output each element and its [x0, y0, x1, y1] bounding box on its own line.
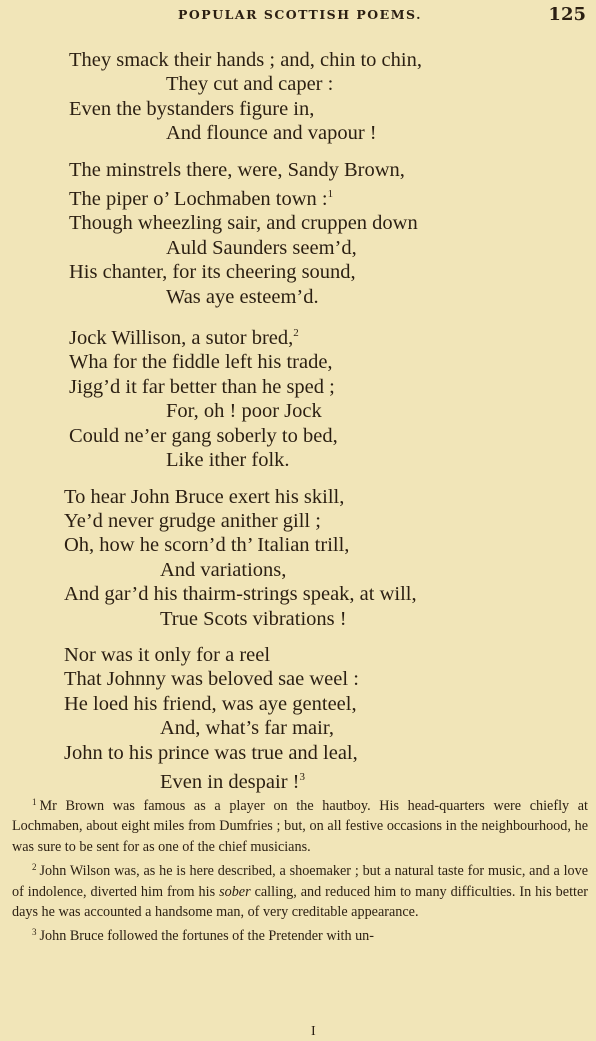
poem-line: Wha for the fiddle left his trade,	[69, 351, 333, 374]
page-number: 125	[548, 4, 586, 25]
poem-line: Oh, how he scorn’d th’ Italian trill,	[64, 534, 350, 557]
running-title: POPULAR SCOTTISH POEMS.	[178, 7, 422, 22]
poem-line: They smack their hands ; and, chin to chin,	[69, 49, 422, 71]
footnote-ref: 1	[327, 188, 334, 201]
poem	[0, 48, 596, 806]
footnote-mark: 3	[32, 927, 37, 938]
poem-line-text: The piper o’ Lochmaben town :	[69, 188, 328, 211]
stanza-3	[0, 321, 596, 472]
stanza-2	[0, 158, 596, 309]
poem-line	[0, 182, 596, 211]
poem-line: His chanter, for its cheering sound,	[69, 261, 356, 284]
poem-line-text: Even in despair !	[160, 770, 300, 793]
signature-mark: I	[311, 1024, 316, 1039]
poem-line: Could ne’er gang soberly to bed,	[69, 424, 338, 447]
footnote-mark: 1	[32, 797, 37, 807]
poem-line: Even the bystanders figure in,	[69, 97, 315, 120]
poem-line: True Scots vibrations !	[160, 607, 347, 630]
poem-line: For, oh ! poor Jock	[166, 400, 322, 423]
footnote-ref: 2	[293, 327, 299, 340]
footnote-ref: 3	[299, 770, 305, 783]
footnote-emphasis: sober	[219, 883, 251, 900]
poem-line: That Johnny was beloved sae weel :	[64, 668, 359, 691]
poem-line	[0, 321, 596, 350]
poem-line-text: Jock Willison, a sutor bred,	[69, 327, 294, 350]
footnote-text: Mr Brown was famous as a player on the hautboy. His head-quarters were chiefly at Lochmaben, about eight miles from Dumfries ; but, on all festive occasions in the neighbourhood, he was sure to be sent for as one of the chief musicians.	[12, 798, 588, 855]
poem-line: He loed his friend, was aye genteel,	[64, 692, 357, 715]
poem-line: To hear John Bruce exert his skill,	[64, 485, 345, 508]
poem-line: They cut and caper :	[166, 73, 334, 96]
page-header	[0, 4, 596, 26]
poem-line: And, what’s far mair,	[160, 717, 334, 740]
poem-line: And variations,	[160, 558, 287, 581]
footnote-1	[12, 792, 588, 857]
footnote-mark: 2	[32, 862, 37, 873]
poem-line: Though wheezling sair, and cruppen down	[69, 212, 418, 235]
poem-line: Ye’d never grudge anither gill ;	[64, 509, 321, 532]
poem-line: Auld Saunders seem’d,	[166, 236, 357, 259]
poem-line: Jigg’d it far better than he sped ;	[69, 375, 335, 398]
footnotes	[12, 792, 588, 947]
poem-line: Like ither folk.	[166, 449, 290, 472]
poem-line: Nor was it only for a reel	[64, 643, 271, 666]
poem-line: And flounce and vapour !	[166, 122, 377, 145]
footnote-2	[12, 857, 588, 922]
footnote-text: John Wilson was, as he is here described, a shoemaker ; but a natural taste for music, and a love of indolence, diverted him from his	[12, 863, 588, 900]
poem-line: Was aye esteem’d.	[166, 285, 319, 308]
footnote-text: John Bruce followed the fortunes of the Pretender with un-	[39, 928, 375, 945]
poem-line: And gar’d his thairm-strings speak, at will,	[64, 583, 417, 606]
stanza-1	[0, 48, 596, 146]
poem-line: John to his prince was true and leal,	[64, 741, 358, 764]
footnote-text: calling, and reduced him to many difficulties. In his better days he was accounted a handsome man, of very creditable appearance.	[12, 883, 588, 921]
footnote-3	[12, 922, 588, 946]
stanza-4	[0, 485, 596, 631]
poem-line	[0, 765, 596, 794]
stanza-5	[0, 643, 596, 794]
poem-line: The minstrels there, were, Sandy Brown,	[69, 158, 405, 181]
